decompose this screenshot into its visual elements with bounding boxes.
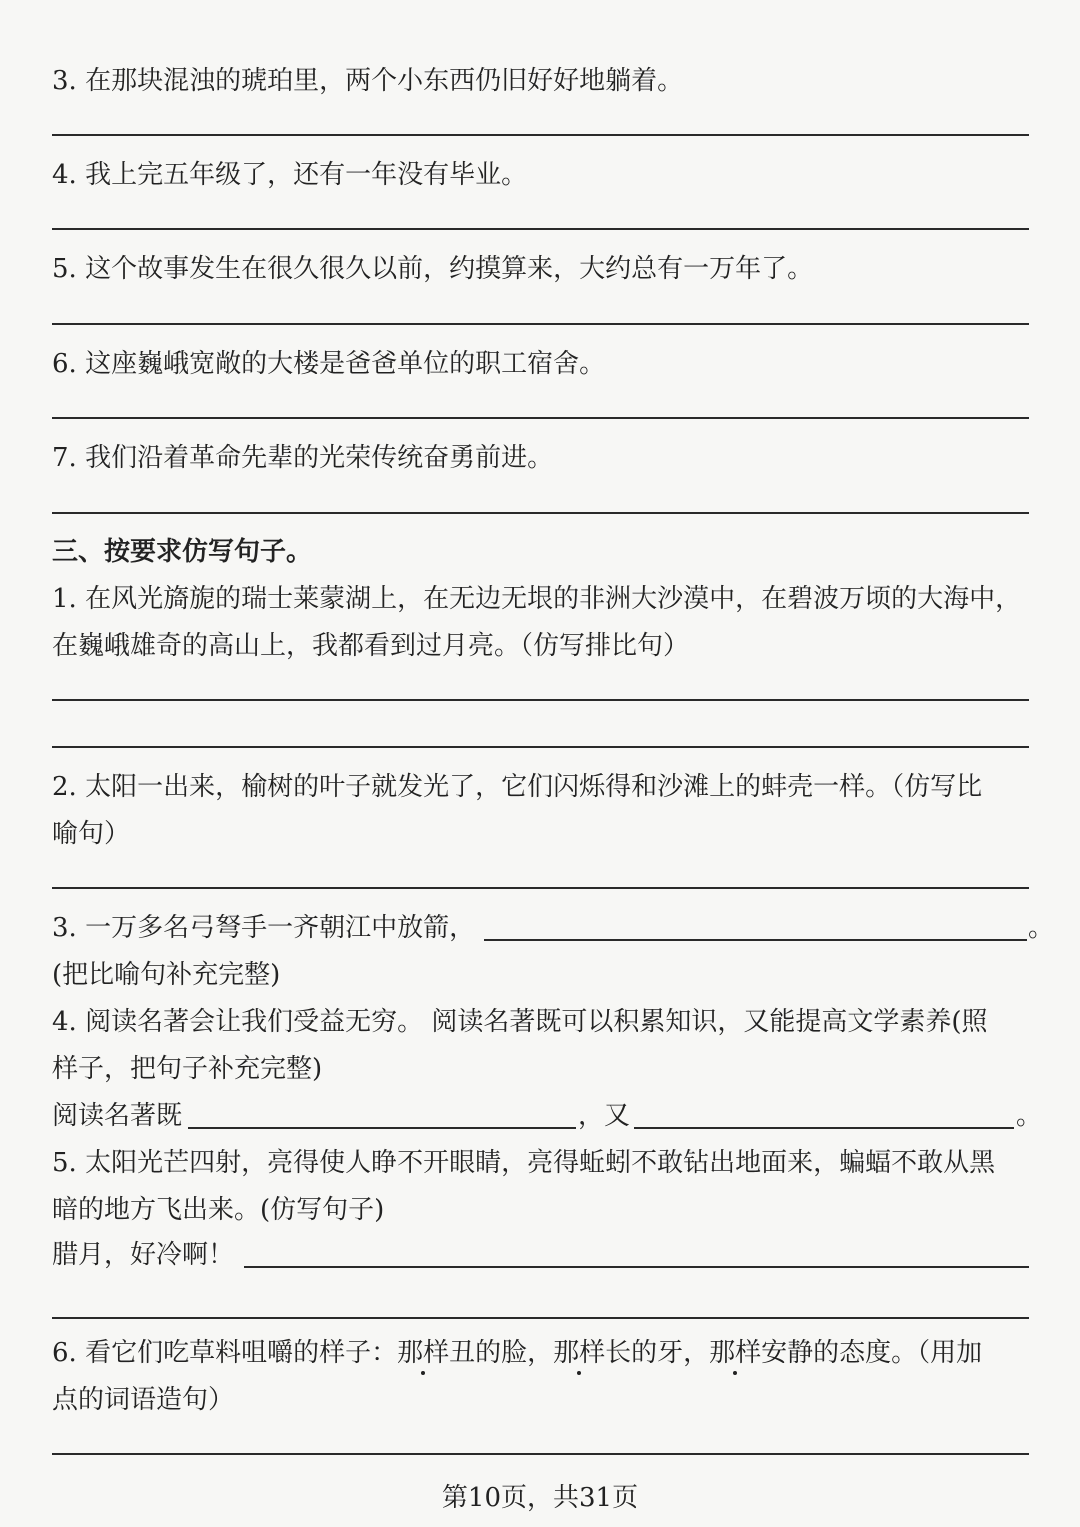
p3-q4-fill-start: 阅读名著既 xyxy=(52,1101,183,1131)
p3-q5-line1: 5. 太阳光芒四射，亮得使人睁不开眼睛，亮得蚯蚓不敢钻出地面来，蝙蝠不敢从黑 xyxy=(52,1148,996,1178)
question-6: 6. 这座巍峨宽敞的大楼是爸爸单位的职工宿舍。 xyxy=(52,349,606,379)
p3-q4-line2: 样子，把句子补充完整) xyxy=(52,1054,323,1084)
p3-q6-line1 xyxy=(52,1338,982,1368)
p3-q6-line2: 点的词语造句） xyxy=(52,1385,235,1415)
answer-line[interactable] xyxy=(52,134,1029,136)
dotted-word: 那样 xyxy=(553,1338,606,1368)
answer-line[interactable] xyxy=(52,1317,1029,1319)
answer-line[interactable] xyxy=(52,746,1029,748)
p3-q5-start: 腊月，好冷啊！ xyxy=(52,1240,235,1270)
question-4: 4. 我上完五年级了，还有一年没有毕业。 xyxy=(52,160,528,190)
page-footer: 第10页，共31页 xyxy=(441,1483,639,1513)
question-7: 7. 我们沿着革命先辈的光荣传统奋勇前进。 xyxy=(52,443,554,473)
answer-line[interactable] xyxy=(52,1453,1029,1455)
answer-line[interactable] xyxy=(52,699,1029,701)
q6-text: 安静的态度。（用加 xyxy=(761,1338,983,1368)
q6-text: 丑的脸， xyxy=(449,1338,554,1368)
answer-line[interactable] xyxy=(52,228,1029,230)
p3-q1-line2: 在巍峨雄奇的高山上，我都看到过月亮。（仿写排比句） xyxy=(52,631,690,661)
p3-q1-line1: 1. 在风光旖旎的瑞士莱蒙湖上，在无边无垠的非洲大沙漠中，在碧波万顷的大海中， xyxy=(52,584,1022,614)
fill-blank[interactable] xyxy=(244,1266,1029,1268)
p3-q4-fill-end: 。 xyxy=(1016,1101,1043,1131)
fill-blank[interactable] xyxy=(188,1127,576,1129)
p3-q2-line2: 喻句） xyxy=(52,819,131,849)
question-3: 3. 在那块混浊的琥珀里，两个小东西仍旧好好地躺着。 xyxy=(52,66,684,96)
section-heading: 三、按要求仿写句子。 xyxy=(52,537,313,567)
answer-line[interactable] xyxy=(52,417,1029,419)
fill-blank[interactable] xyxy=(484,939,1027,941)
dotted-word: 那样 xyxy=(709,1338,762,1368)
q6-text: 长的牙， xyxy=(605,1338,710,1368)
p3-q5-line2: 暗的地方飞出来。(仿写句子) xyxy=(52,1195,385,1225)
p3-q3-note: (把比喻句补充完整) xyxy=(52,960,281,990)
p3-q4-line1: 4. 阅读名著会让我们受益无穷。 阅读名著既可以积累知识，又能提高文学素养(照 xyxy=(52,1007,988,1037)
p3-q4-fill-mid: ，又 xyxy=(578,1101,631,1131)
answer-line[interactable] xyxy=(52,512,1029,514)
fill-blank[interactable] xyxy=(634,1127,1014,1129)
p3-q3-end: 。 xyxy=(1028,913,1055,943)
answer-line[interactable] xyxy=(52,887,1029,889)
p3-q3-prompt: 3. 一万多名弓弩手一齐朝江中放箭， xyxy=(52,913,476,943)
p3-q2-line1: 2. 太阳一出来，榆树的叶子就发光了，它们闪烁得和沙滩上的蚌壳一样。（仿写比 xyxy=(52,772,983,802)
dotted-word: 那样 xyxy=(397,1338,450,1368)
answer-line[interactable] xyxy=(52,323,1029,325)
q6-text: 6. 看它们吃草料咀嚼的样子： xyxy=(52,1338,398,1368)
question-5: 5. 这个故事发生在很久很久以前，约摸算来，大约总有一万年了。 xyxy=(52,254,814,284)
